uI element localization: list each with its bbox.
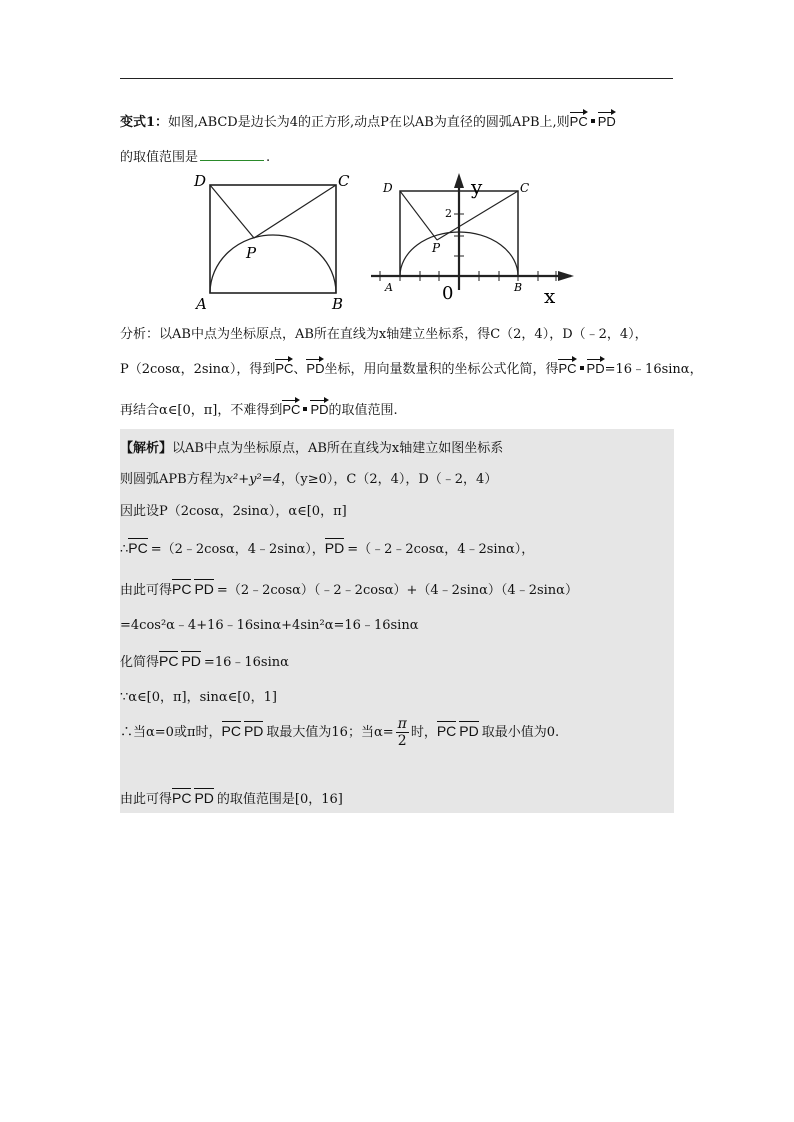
solution-line-3: [120, 500, 347, 519]
solution-text-7a: 化简得: [120, 655, 160, 670]
analysis-line-2: [120, 357, 703, 377]
solution-text-9c: 时，: [410, 725, 437, 740]
solution-text-9a: ∴当α=0或π时，: [120, 725, 222, 740]
figure-coordinate-system: [368, 170, 578, 310]
analysis-text-2d: =16﹣16sinα，: [604, 362, 703, 377]
x-axis-arrow: [558, 271, 574, 281]
solution-text-2b: ，（y≥0），C（2，4），D（﹣2，4）: [280, 472, 498, 487]
label-d: D: [383, 181, 393, 195]
solution-line-10: [120, 787, 343, 807]
solution-text-8: ∵α∈[0，π]，sinα∈[0，1]: [120, 690, 277, 705]
analysis-line-3: [120, 398, 398, 418]
label-d: D: [194, 172, 207, 190]
label-a: A: [196, 295, 207, 313]
label-c: C: [520, 181, 530, 195]
dot-operator: [580, 366, 584, 370]
solution-text-9d: 取最小值为0.: [481, 725, 560, 740]
solution-text-7b: =16﹣16sinα: [203, 655, 289, 670]
vector-pd: PD: [194, 787, 213, 806]
label-b: B: [332, 295, 344, 313]
label-c: C: [338, 172, 350, 190]
problem-label: 变式1：: [120, 115, 169, 130]
solution-line-4: [120, 537, 534, 557]
vector-pc: PC: [570, 110, 588, 129]
figure-square-arc: [190, 170, 360, 315]
analysis-text-3b: 的取值范围.: [328, 403, 398, 418]
vector-pd: PD: [325, 537, 344, 556]
problem-line-1: [120, 110, 616, 130]
dot-operator: [591, 119, 595, 123]
vector-pd: PD: [587, 357, 605, 376]
solution-line-9: [120, 716, 559, 749]
fraction-numerator: π: [397, 716, 407, 732]
analysis-text-2b: 、: [293, 362, 307, 377]
problem-line-2: [120, 146, 270, 165]
arc-apb: [210, 235, 336, 293]
vector-pc: PC: [275, 357, 293, 376]
problem-period: .: [266, 150, 271, 165]
vector-pd: PD: [194, 578, 213, 597]
solution-label: 【解析】: [120, 441, 173, 456]
problem-text: 如图,ABCD是边长为4的正方形,动点P在以AB为直径的圆弧APB上,则: [168, 115, 570, 130]
vector-pc: PC: [128, 537, 147, 556]
analysis-text-3a: 再结合α∈[0，π]，不难得到: [120, 403, 283, 418]
label-two: 2: [445, 207, 452, 220]
square-abcd: [210, 185, 336, 293]
solution-text-6: =4cos²α﹣4+16﹣16sinα+4sin²α=16﹣16sinα: [120, 618, 419, 633]
label-a: A: [385, 281, 393, 294]
solution-text-5b: =（2﹣2cosα）（﹣2﹣2cosα）+（4﹣2sinα）（4﹣2sinα）: [216, 583, 578, 598]
solution-text-2a: 则圆弧APB方程为: [120, 472, 226, 487]
solution-text-5a: 由此可得: [120, 583, 173, 598]
solution-line-6: [120, 614, 418, 633]
vector-pd: PD: [181, 650, 200, 669]
dot-operator: [303, 407, 307, 411]
solution-text-10b: 的取值范围是[0，16]: [216, 792, 343, 807]
vector-pc: PC: [437, 720, 456, 739]
label-y-axis: y: [471, 175, 483, 199]
vector-pd: PD: [306, 357, 324, 376]
y-axis-arrow: [454, 173, 464, 188]
solution-text-10a: 由此可得: [120, 792, 173, 807]
vector-pc: PC: [558, 357, 576, 376]
vector-pd: PD: [244, 720, 263, 739]
header-rule: [120, 78, 673, 79]
answer-blank[interactable]: [200, 147, 264, 161]
circle-equation: x²+y²=4: [225, 472, 281, 487]
solution-text-4b: =（2﹣2cosα，4﹣2sinα），: [150, 542, 325, 557]
segment-pd: [210, 185, 254, 238]
label-x-axis: x: [544, 284, 556, 308]
analysis-text-1: 分析：以AB中点为坐标原点，AB所在直线为x轴建立坐标系，得C（2，4），D（﹣2，4），: [120, 327, 648, 342]
solution-line-2: [120, 468, 497, 487]
solution-line-7: [120, 650, 289, 670]
solution-line-5: [120, 578, 578, 598]
segment-pc: [254, 185, 336, 238]
label-b: B: [514, 281, 523, 294]
label-p: P: [432, 241, 441, 255]
therefore-symbol: ∴: [120, 542, 129, 557]
vector-pd: PD: [598, 110, 616, 129]
fraction-pi-over-2: [396, 716, 409, 749]
vector-pc: PC: [282, 398, 300, 417]
solution-line-8: [120, 686, 277, 705]
problem-text-2: 的取值范围是: [120, 150, 199, 165]
vector-pd: PD: [459, 720, 478, 739]
solution-text-4c: =（﹣2﹣2cosα，4﹣2sinα），: [347, 542, 535, 557]
vector-pc: PC: [172, 787, 191, 806]
solution-line-1: [120, 437, 503, 456]
vector-pc: PC: [222, 720, 241, 739]
label-p: P: [246, 244, 257, 262]
vector-pc: PC: [172, 578, 191, 597]
analysis-text-2a: P（2cosα，2sinα），得到: [120, 362, 276, 377]
vector-pd: PD: [310, 398, 328, 417]
solution-text-9b: 取最大值为16；当α=: [266, 725, 394, 740]
solution-text-1: 以AB中点为坐标原点，AB所在直线为x轴建立如图坐标系: [172, 441, 504, 456]
fraction-denominator: 2: [397, 733, 407, 749]
label-origin: 0: [442, 283, 454, 304]
analysis-line-1: [120, 323, 648, 342]
segment-pd: [400, 191, 437, 240]
analysis-text-2c: 坐标，用向量数量积的坐标公式化简，得: [324, 362, 559, 377]
solution-text-3: 因此设P（2cosα，2sinα），α∈[0，π]: [120, 504, 347, 519]
vector-pc: PC: [159, 650, 178, 669]
